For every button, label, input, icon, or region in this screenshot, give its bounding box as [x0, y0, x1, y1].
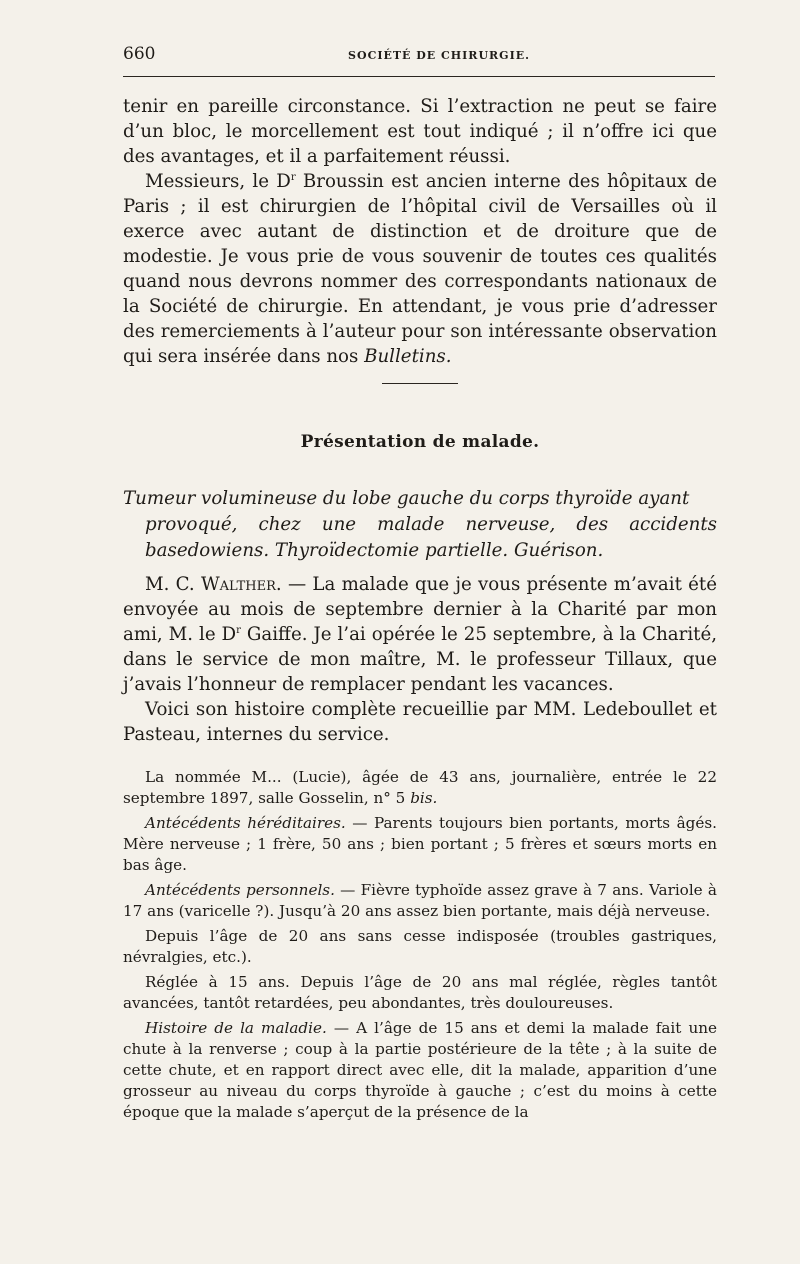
intro-paragraph-2: [123, 169, 717, 369]
author-name: M. C. Walther.: [145, 574, 282, 595]
obs-p1-text: La nommée M... (Lucie), âgée de 43 ans, journalière, entrée le 22 septembre 1897, salle Gosselin, n° 5: [123, 768, 717, 807]
body-p1-superscript: r: [236, 624, 241, 636]
observation-paragraph-4: Depuis l’âge de 20 ans sans cesse indisposée (troubles gastriques, névralgies, etc.).: [123, 927, 717, 966]
body-p1-start: — La malade que je vous présente m’avait été envoyée au mois de septembre dernier à la Charité par mon ami, M. le D: [123, 574, 717, 645]
subtitle-continuation: provoqué, chez une malade nerveuse, des accidents basedowiens. Thyroïdectomie partielle. Guérison.: [145, 514, 717, 561]
subtitle-line-1: Tumeur volumineuse du lobe gauche du corps thyroïde ayant: [123, 488, 690, 509]
intro-p2-superscript: r: [290, 171, 296, 183]
running-title: SOCIÉTÉ DE CHIRURGIE.: [348, 49, 530, 62]
section-separator: [382, 383, 458, 384]
intro-paragraph-1: tenir en pareille circonstance. Si l’extraction ne peut se faire d’un bloc, le morcellement est tout indiqué ; il n’offre ici que des avantages, et il a parfaitement réussi.: [123, 96, 717, 167]
intro-p2-italic: Bulletins.: [364, 346, 452, 367]
observation-text: [123, 767, 717, 1123]
body-paragraph-1: [123, 572, 717, 697]
obs-p1-italic: bis.: [410, 789, 438, 807]
intro-p2-body: Broussin est ancien interne des hôpitaux de Paris ; il est chirurgien de l’hôpital civil de Versailles où il exerce avec autant de distinction et de droiture que de modestie. Je vous prie de vous souvenir de toutes ces qualités quand nous devrons nommer des correspondants nationaux de la Société de chirurgie. En attendant, je vous prie d’adresser des remerciements à l’auteur pour son intéressante observation qui sera insérée dans nos: [123, 171, 717, 367]
page-header: [123, 44, 715, 66]
observation-paragraph-2: [123, 813, 717, 876]
section-subtitle: [123, 486, 717, 564]
intro-text: [123, 94, 717, 369]
obs-p2-text: — Parents toujours bien portants, morts âgés. Mère nerveuse ; 1 frère, 50 ans ; bien portant ; 5 frères et sœurs morts en bas âge.: [123, 814, 717, 874]
observation-paragraph-6: [123, 1018, 717, 1123]
intro-p2-start: Messieurs, le D: [145, 171, 291, 192]
body-p1-end: Gaiffe. Je l’ai opérée le 25 septembre, à la Charité, dans le service de mon maître, M. le professeur Tillaux, que j’avais l’honneur de remplacer pendant les vacances.: [123, 624, 717, 695]
section-title: Présentation de malade.: [300, 432, 540, 452]
obs-label-hereditary: Antécédents héréditaires.: [145, 814, 346, 832]
body-paragraph-2: Voici son histoire complète recueillie par MM. Ledeboullet et Pasteau, internes du service.: [123, 699, 717, 745]
obs-p3-text: — Fièvre typhoïde assez grave à 7 ans. Variole à 17 ans (varicelle ?). Jusqu’à 20 ans assez bien portante, mais déjà nerveuse.: [123, 881, 717, 920]
page-number: 660: [123, 44, 156, 64]
main-text: [123, 572, 717, 747]
observation-paragraph-5: Réglée à 15 ans. Depuis l’âge de 20 ans mal réglée, règles tantôt avancées, tantôt retardées, peu abondantes, très douloureuses.: [123, 973, 717, 1012]
obs-label-personal: Antécédents personnels.: [145, 881, 335, 899]
observation-paragraph-1: [123, 767, 717, 809]
observation-paragraph-3: [123, 880, 717, 922]
obs-label-history: Histoire de la maladie.: [145, 1019, 327, 1037]
obs-p6-text: — A l’âge de 15 ans et demi la malade fait une chute à la renverse ; coup à la partie postérieure de la tête ; à la suite de cette chute, et en rapport direct avec elle, dit la malade, apparition d’une grosseur au niveau du corps thyroïde à gauche ; c’est du moins à cette époque que la malade s’aperçut de la présence de la: [123, 1019, 717, 1121]
header-rule: [123, 76, 715, 77]
